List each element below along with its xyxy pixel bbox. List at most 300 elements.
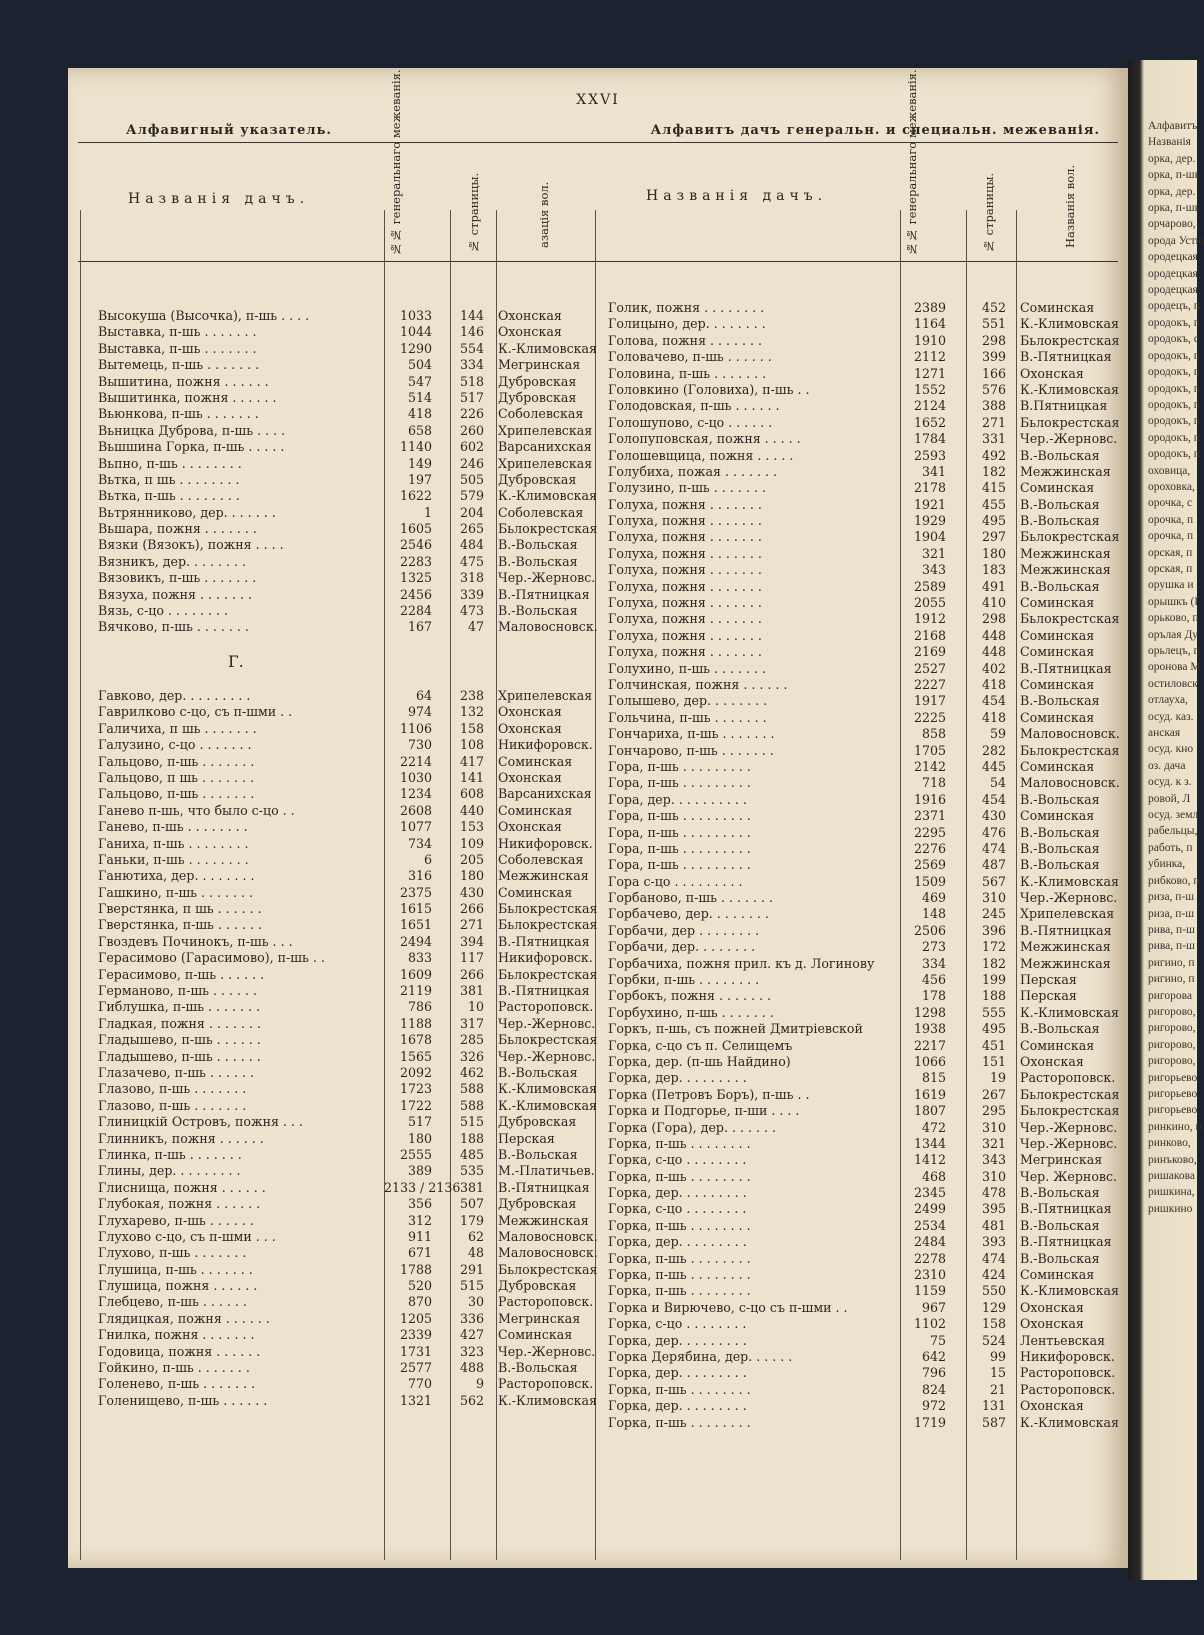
table-row bbox=[98, 1261, 598, 1278]
volost-cell: Бьлокрестская bbox=[1020, 1103, 1120, 1119]
volost-cell: Межжинская bbox=[498, 1212, 589, 1228]
name-cell: Голик, пожня . . . . . . . . bbox=[608, 300, 765, 315]
gen-number-cell: 1723 bbox=[399, 1081, 432, 1097]
table-row bbox=[98, 704, 595, 720]
page-number-cell: 179 bbox=[459, 1212, 484, 1228]
name-cell: Гора, п-шь . . . . . . . . . bbox=[608, 840, 751, 856]
edge-text-line: ригорьево bbox=[1148, 1087, 1198, 1100]
volost-cell: К.-Климовская bbox=[498, 340, 597, 356]
table-row bbox=[608, 463, 1111, 480]
name-cell: Горбачи, дер. . . . . . . . bbox=[608, 939, 756, 955]
table-row bbox=[608, 1217, 1100, 1234]
volost-cell: В.-Вольская bbox=[1020, 693, 1100, 709]
next-page-edge bbox=[1128, 60, 1204, 1580]
page-number-cell: 343 bbox=[981, 1152, 1006, 1168]
name-cell: Горка, п-шь . . . . . . . . bbox=[608, 1217, 751, 1233]
table-row bbox=[608, 922, 1112, 939]
page-number-cell: 492 bbox=[981, 447, 1006, 463]
name-cell: Вязуха, пожня . . . . . . . bbox=[98, 586, 253, 602]
table-row bbox=[98, 950, 595, 966]
page-number-cell: 158 bbox=[459, 720, 484, 736]
table-row bbox=[608, 890, 1118, 906]
edge-text-line: оз. дача bbox=[1148, 759, 1186, 772]
page-number-cell: 495 bbox=[981, 513, 1006, 529]
page-number-cell: 199 bbox=[981, 972, 1006, 988]
table-row bbox=[98, 1049, 595, 1065]
volost-cell: Бьлокрестская bbox=[1020, 414, 1120, 430]
table-row bbox=[608, 1381, 1116, 1398]
name-cell: Горбухино, п-шь . . . . . . . bbox=[608, 1004, 774, 1020]
volost-cell: Бьлокрестская bbox=[1020, 529, 1120, 545]
gen-number-cell: 6 bbox=[423, 851, 432, 867]
volost-cell: К.-Климовская bbox=[1020, 873, 1119, 889]
gen-number-cell: 786 bbox=[407, 999, 432, 1015]
table-row bbox=[98, 1032, 598, 1048]
volost-cell: В.-Пятницкая bbox=[1020, 349, 1112, 365]
edge-text-line: орочка, п bbox=[1148, 530, 1194, 543]
name-cell: Голчинская, пожня . . . . . . bbox=[608, 676, 788, 692]
edge-text-line: осуд. земл bbox=[1148, 809, 1199, 822]
table-row bbox=[608, 447, 1100, 464]
volost-cell: В.-Пятницкая bbox=[1020, 660, 1112, 676]
page-number-cell: 417 bbox=[459, 753, 484, 769]
table-row bbox=[608, 349, 1112, 365]
gen-number-cell: 2276 bbox=[913, 840, 946, 856]
gen-number-cell: 1325 bbox=[399, 570, 432, 586]
volost-cell: Соминская bbox=[1020, 595, 1095, 611]
page-number-cell: 424 bbox=[981, 1267, 1006, 1283]
name-cell: Голухино, п-шь . . . . . . . bbox=[608, 660, 767, 676]
gen-number-cell: 2092 bbox=[399, 1064, 432, 1080]
page-number-cell: 54 bbox=[989, 775, 1006, 791]
name-cell: Гавково, дер. . . . . . . . . bbox=[98, 688, 251, 703]
edge-text-line: отлауха, bbox=[1148, 694, 1188, 707]
volost-cell: Соминская bbox=[1020, 627, 1095, 643]
name-cell: Глебцево, п-шь . . . . . . bbox=[98, 1294, 247, 1310]
name-cell: Горбаново, п-шь . . . . . . . bbox=[608, 890, 773, 906]
gen-number-cell: 1344 bbox=[913, 1135, 946, 1151]
gen-number-cell: 1651 bbox=[399, 917, 432, 933]
edge-text-line: ородокъ, п bbox=[1148, 316, 1200, 329]
table-row bbox=[98, 917, 598, 933]
table-row bbox=[98, 390, 595, 406]
page-number-cell: 567 bbox=[981, 873, 1006, 889]
page-number-cell: 180 bbox=[459, 868, 484, 884]
table-row bbox=[608, 414, 1120, 431]
volost-cell: Перская bbox=[1020, 988, 1077, 1004]
table-row bbox=[608, 660, 1112, 677]
name-cell: Горка, дер. . . . . . . . . bbox=[608, 1234, 747, 1250]
volost-cell: Бьлокрестская bbox=[1020, 332, 1120, 348]
table-row bbox=[608, 857, 1100, 873]
page-number-cell: 396 bbox=[981, 922, 1006, 938]
gen-number-cell: 1912 bbox=[913, 611, 946, 627]
gen-number-cell: 1921 bbox=[913, 496, 946, 512]
volost-cell: Бьлокрестская bbox=[498, 1032, 598, 1048]
page-number-cell: 266 bbox=[459, 901, 484, 917]
name-cell: Глиницкій Островъ, пожня . . . bbox=[98, 1114, 303, 1130]
name-cell: Вышитина, пожня . . . . . . bbox=[98, 373, 269, 389]
page-number-cell: 271 bbox=[981, 414, 1006, 430]
page-number-cell: 21 bbox=[989, 1381, 1006, 1397]
edge-text-line: осуд. каз. bbox=[1148, 710, 1194, 723]
volost-cell: В.-Вольская bbox=[1020, 791, 1100, 807]
table-row bbox=[98, 1065, 595, 1081]
table-row bbox=[608, 300, 1095, 316]
gen-number-cell: 2371 bbox=[913, 808, 946, 824]
name-cell: Гальцово, п-шь . . . . . . . bbox=[98, 786, 255, 802]
gen-number-cell: 2375 bbox=[399, 884, 432, 900]
top-rule bbox=[78, 142, 1118, 143]
name-cell: Глушица, пожня . . . . . . bbox=[98, 1278, 258, 1294]
volost-cell: Бьлокрестская bbox=[498, 521, 598, 537]
page-number-cell: 481 bbox=[981, 1217, 1006, 1233]
column-header-name-right: Названія дачъ. bbox=[646, 188, 828, 204]
page-number-cell: 608 bbox=[459, 786, 484, 802]
gen-number-cell: 64 bbox=[415, 688, 432, 703]
table-row bbox=[608, 824, 1100, 841]
edge-text-line: рива, п-ш bbox=[1148, 940, 1195, 953]
gen-number-cell: 1622 bbox=[399, 488, 432, 504]
edge-text-line: ришкина, bbox=[1148, 1186, 1195, 1199]
table-row bbox=[608, 365, 1084, 382]
name-cell: Глухарево, п-шь . . . . . . bbox=[98, 1212, 254, 1228]
page-number-cell: 205 bbox=[459, 851, 484, 867]
gen-number-cell: 1904 bbox=[913, 529, 946, 545]
page-number-cell: 326 bbox=[459, 1048, 484, 1064]
name-cell: Голуха, пожня . . . . . . . bbox=[608, 496, 762, 512]
page-number-cell: 518 bbox=[459, 373, 484, 389]
volost-cell: Дубровская bbox=[498, 1114, 577, 1130]
table-row bbox=[98, 521, 598, 537]
edge-text-line: ородокъ, п bbox=[1148, 415, 1200, 428]
gen-number-cell: 343 bbox=[921, 562, 946, 578]
column-header-page: № страницы. bbox=[467, 172, 481, 253]
edge-text-line: ригорово, bbox=[1148, 1055, 1196, 1068]
gen-number-cell: 149 bbox=[407, 455, 432, 471]
table-row bbox=[98, 1360, 595, 1376]
page-number-cell: 109 bbox=[459, 835, 484, 851]
table-row bbox=[98, 1131, 595, 1147]
volost-cell: Мегринская bbox=[498, 357, 581, 373]
table-row bbox=[98, 1098, 595, 1114]
gen-number-cell: 178 bbox=[921, 988, 946, 1004]
gen-number-cell: 2484 bbox=[913, 1234, 946, 1250]
volost-cell: В.-Вольская bbox=[498, 1360, 578, 1376]
volost-cell: Соболевская bbox=[498, 504, 584, 520]
gen-number-cell: 148 bbox=[921, 906, 946, 922]
table-row bbox=[98, 737, 595, 753]
table-row bbox=[608, 578, 1100, 595]
column-header-gen-right: №№ генеральнаго межеванія. bbox=[905, 69, 919, 256]
gen-number-cell: 1784 bbox=[913, 431, 946, 447]
edge-text-line: ригорьево bbox=[1148, 1104, 1198, 1117]
volost-cell: К.-Климовская bbox=[498, 488, 597, 504]
table-row bbox=[608, 644, 1095, 660]
page-number-cell: 495 bbox=[981, 1021, 1006, 1037]
name-cell: Горка, п-шь . . . . . . . . bbox=[608, 1267, 751, 1283]
volost-cell: Соминская bbox=[1020, 709, 1095, 725]
page-number-cell: 517 bbox=[459, 389, 484, 405]
name-cell: Гора, п-шь . . . . . . . . . bbox=[608, 857, 751, 873]
gen-number-cell: 180 bbox=[407, 1130, 432, 1146]
page-number-cell: 454 bbox=[981, 791, 1006, 807]
volost-cell: Соболевская bbox=[498, 406, 584, 422]
volost-cell: Маловосновск. bbox=[1020, 726, 1120, 742]
edge-text-line: риза, п-ш bbox=[1148, 891, 1195, 904]
edge-text-line: орская, п bbox=[1148, 546, 1193, 559]
page-number-cell: 271 bbox=[459, 917, 484, 933]
page-number-cell: 554 bbox=[459, 340, 484, 356]
table-row bbox=[98, 721, 595, 737]
name-cell: Гора, п-шь . . . . . . . . . bbox=[608, 758, 751, 774]
page-number-cell: 30 bbox=[467, 1294, 484, 1310]
name-cell: Ганютиха, дер. . . . . . . . bbox=[98, 868, 255, 884]
name-cell: Вьтрянниково, дер. . . . . . . bbox=[98, 504, 276, 520]
gen-number-cell: 1609 bbox=[399, 966, 432, 982]
name-cell: Голуха, пожня . . . . . . . bbox=[608, 562, 762, 578]
table-row bbox=[608, 873, 1119, 890]
name-cell: Выставка, п-шь . . . . . . . bbox=[98, 324, 257, 340]
volost-cell: Бьлокрестская bbox=[498, 901, 598, 917]
gen-number-cell: 2589 bbox=[913, 578, 946, 594]
name-cell: Гаврилково с-цо, съ п-шми . . bbox=[98, 704, 293, 720]
page-number-cell: 551 bbox=[981, 316, 1006, 332]
gen-number-cell: 1731 bbox=[399, 1343, 432, 1359]
volost-cell: Охонская bbox=[498, 704, 562, 720]
table-row bbox=[608, 1398, 1084, 1414]
name-cell: Голышево, дер. . . . . . . . bbox=[608, 693, 768, 709]
gen-number-cell: 1910 bbox=[913, 332, 946, 348]
gen-number-cell: 815 bbox=[921, 1070, 946, 1086]
name-cell: Вьницка Дуброва, п-шь . . . . bbox=[98, 422, 286, 438]
table-row bbox=[608, 1316, 1084, 1332]
gen-number-cell: 858 bbox=[921, 726, 946, 742]
table-row bbox=[98, 836, 595, 852]
table-row bbox=[98, 934, 595, 950]
volost-cell: К.-Климовская bbox=[1020, 1414, 1119, 1430]
volost-cell: Хрипелевская bbox=[498, 688, 593, 703]
volost-cell: В.-Вольская bbox=[1020, 1250, 1100, 1266]
page-number-cell: 141 bbox=[459, 769, 484, 785]
volost-cell: В.-Вольская bbox=[1020, 1217, 1100, 1233]
table-row bbox=[608, 1103, 1120, 1119]
volost-cell: Никифоровск. bbox=[498, 950, 593, 966]
name-cell: Глазово, п-шь . . . . . . . bbox=[98, 1081, 247, 1097]
table-row bbox=[608, 1135, 1118, 1152]
gen-number-cell: 2225 bbox=[913, 709, 946, 725]
page-number-cell: 488 bbox=[459, 1360, 484, 1376]
page-number-cell: 448 bbox=[981, 644, 1006, 660]
page-number-cell: 188 bbox=[459, 1130, 484, 1146]
table-row bbox=[608, 1201, 1112, 1217]
page-number-cell: 415 bbox=[981, 480, 1006, 496]
name-cell: Голуха, пожня . . . . . . . bbox=[608, 545, 762, 561]
page-number-cell: 182 bbox=[981, 955, 1006, 971]
edge-text-line: Названія bbox=[1148, 136, 1191, 149]
edge-text-line: ринково, bbox=[1148, 1137, 1191, 1150]
table-row bbox=[608, 545, 1111, 562]
volost-cell: Варсанихская bbox=[498, 439, 592, 455]
volost-cell: К.-Климовская bbox=[498, 1392, 597, 1408]
volost-cell: Соминская bbox=[1020, 1037, 1095, 1053]
name-cell: Горка (Гора), дер. . . . . . . bbox=[608, 1119, 776, 1135]
volost-cell: К.-Климовская bbox=[1020, 1283, 1119, 1299]
volost-cell: Перская bbox=[498, 1130, 555, 1146]
table-row bbox=[608, 1283, 1119, 1299]
table-row bbox=[608, 1119, 1118, 1136]
page-number-cell: 418 bbox=[981, 676, 1006, 692]
volost-cell: Межжинская bbox=[1020, 955, 1111, 971]
page-number-cell: 550 bbox=[981, 1283, 1006, 1299]
gen-number-cell: 334 bbox=[921, 955, 946, 971]
volost-cell: Растороповск. bbox=[498, 999, 594, 1015]
volost-cell: В.-Вольская bbox=[1020, 578, 1100, 594]
table-row bbox=[608, 988, 1078, 1004]
column-divider bbox=[80, 210, 81, 1560]
gen-number-cell: 1271 bbox=[913, 365, 946, 381]
volost-cell: Маловосновск. bbox=[1020, 775, 1120, 791]
volost-cell: Мегринская bbox=[1020, 1152, 1103, 1168]
table-row bbox=[98, 868, 595, 884]
page-number-cell: 166 bbox=[981, 365, 1006, 381]
gen-number-cell: 1290 bbox=[399, 340, 432, 356]
table-row bbox=[98, 587, 595, 603]
table-row bbox=[98, 341, 595, 357]
name-cell: Голубиха, пожая . . . . . . . bbox=[608, 463, 777, 479]
table-row bbox=[608, 709, 1095, 726]
table-row bbox=[608, 1267, 1095, 1283]
page-number-cell: 462 bbox=[459, 1064, 484, 1080]
gen-number-cell: 468 bbox=[921, 1168, 946, 1184]
volost-cell: Хрипелевская bbox=[498, 455, 593, 471]
edge-text-line: ородокъ, п bbox=[1148, 349, 1200, 362]
gen-number-cell: 833 bbox=[407, 950, 432, 966]
volost-cell: Растороповск. bbox=[1020, 1365, 1116, 1381]
table-row bbox=[98, 1163, 595, 1179]
volost-cell: В.-Вольская bbox=[498, 553, 578, 569]
next-page-text bbox=[1148, 118, 1204, 1217]
gen-number-cell: 469 bbox=[921, 890, 946, 906]
page-number-cell: 476 bbox=[981, 824, 1006, 840]
name-cell: Галичиха, п шь . . . . . . . bbox=[98, 720, 257, 736]
table-row bbox=[608, 480, 1095, 496]
gen-number-cell: 2506 bbox=[913, 922, 946, 938]
name-cell: Вытемець, п-шь . . . . . . . bbox=[98, 357, 260, 373]
gen-number-cell: 870 bbox=[407, 1294, 432, 1310]
page-number-cell: 310 bbox=[981, 1168, 1006, 1184]
edge-text-line: орка, п-шь bbox=[1148, 202, 1200, 215]
table-row bbox=[608, 562, 1111, 578]
name-cell: Голопуповская, пожня . . . . . bbox=[608, 431, 801, 447]
volost-cell: Бьлокрестская bbox=[1020, 611, 1120, 627]
table-row bbox=[98, 456, 595, 472]
gen-number-cell: 1077 bbox=[399, 819, 432, 835]
table-row bbox=[608, 676, 1095, 693]
edge-text-line: ородецкая, bbox=[1148, 267, 1201, 280]
name-cell: Гнилка, пожня . . . . . . . bbox=[98, 1327, 255, 1343]
table-row bbox=[608, 398, 1108, 414]
volost-cell: Перская bbox=[1020, 972, 1077, 988]
gen-number-cell: 1164 bbox=[913, 316, 946, 332]
edge-text-line: анская bbox=[1148, 727, 1181, 740]
edge-text-line: оховица, bbox=[1148, 464, 1191, 477]
volost-cell: Соминская bbox=[1020, 480, 1095, 496]
gen-number-cell: 718 bbox=[921, 775, 946, 791]
name-cell: Гладкая, пожня . . . . . . . bbox=[98, 1015, 261, 1031]
volost-cell: К.-Климовская bbox=[498, 1081, 597, 1097]
table-row bbox=[608, 939, 1111, 955]
table-row bbox=[98, 1311, 595, 1327]
table-row bbox=[608, 955, 1111, 972]
header-right: Алфавитъ дачъ генеральн. и специальн. межеванія. bbox=[650, 123, 1100, 138]
name-cell: Глазачево, п-шь . . . . . . bbox=[98, 1064, 254, 1080]
page-number-cell: 204 bbox=[459, 504, 484, 520]
page-number-cell: 158 bbox=[981, 1316, 1006, 1332]
edge-text-line: Алфавитъ bbox=[1148, 120, 1198, 132]
gen-number-cell: 520 bbox=[407, 1278, 432, 1294]
table-row bbox=[608, 1037, 1095, 1054]
gen-number-cell: 824 bbox=[921, 1381, 946, 1397]
gen-number-cell: 2217 bbox=[913, 1037, 946, 1053]
table-row bbox=[98, 1376, 595, 1392]
name-cell: Голенево, п-шь . . . . . . . bbox=[98, 1376, 256, 1392]
page-number-cell: 317 bbox=[459, 1015, 484, 1031]
table-row bbox=[608, 693, 1100, 709]
gen-number-cell: 2577 bbox=[399, 1360, 432, 1376]
page-number-cell: 455 bbox=[981, 496, 1006, 512]
gen-number-cell: 2569 bbox=[913, 857, 946, 873]
page-number-cell: 285 bbox=[459, 1032, 484, 1048]
volost-cell: Межжинская bbox=[1020, 939, 1111, 955]
gen-number-cell: 2124 bbox=[913, 398, 946, 414]
volost-cell: Бьлокрестская bbox=[498, 966, 598, 982]
name-cell: Горбокъ, пожня . . . . . . . bbox=[608, 988, 771, 1004]
edge-text-line: остиловск bbox=[1148, 677, 1198, 690]
volost-cell: Хрипелевская bbox=[1020, 906, 1115, 922]
name-cell: Горбачиха, пожня прил. къ д. Логинову bbox=[608, 955, 875, 971]
volost-cell: К.-Климовская bbox=[1020, 381, 1119, 397]
edge-text-line: орочка, с bbox=[1148, 497, 1193, 510]
page-number-cell: 562 bbox=[459, 1392, 484, 1408]
name-cell: Глины, дер. . . . . . . . . bbox=[98, 1163, 241, 1179]
page-number-cell: 265 bbox=[459, 521, 484, 537]
volost-cell: Хрипелевская bbox=[498, 422, 593, 438]
table-row bbox=[98, 439, 595, 455]
volost-cell: Мегринская bbox=[498, 1310, 581, 1326]
name-cell: Горка (Петровъ Боръ), п-шь . . bbox=[608, 1086, 810, 1102]
column-header-vol: азація вол. bbox=[537, 181, 551, 248]
name-cell: Гора, п-шь . . . . . . . . . bbox=[608, 775, 751, 791]
table-row bbox=[98, 983, 595, 999]
table-row bbox=[98, 1393, 595, 1409]
page-number-cell: 388 bbox=[981, 398, 1006, 414]
volost-cell: В.-Вольская bbox=[1020, 1021, 1100, 1037]
edge-text-line: ригорово, bbox=[1148, 1038, 1196, 1051]
name-cell: Вязь, с-цо . . . . . . . . bbox=[98, 603, 228, 619]
page-number-cell: 245 bbox=[981, 906, 1006, 922]
table-row bbox=[98, 1081, 595, 1097]
table-row bbox=[608, 381, 1119, 398]
volost-cell: Растороповск. bbox=[1020, 1381, 1116, 1397]
volost-cell: Соминская bbox=[1020, 644, 1095, 660]
page-number-cell: 410 bbox=[981, 595, 1006, 611]
volost-cell: Охонская bbox=[1020, 1316, 1084, 1332]
page-number-cell: 226 bbox=[459, 406, 484, 422]
gen-number-cell: 312 bbox=[407, 1212, 432, 1228]
name-cell: Глушица, п-шь . . . . . . . bbox=[98, 1261, 253, 1277]
gen-number-cell: 1188 bbox=[399, 1015, 432, 1031]
